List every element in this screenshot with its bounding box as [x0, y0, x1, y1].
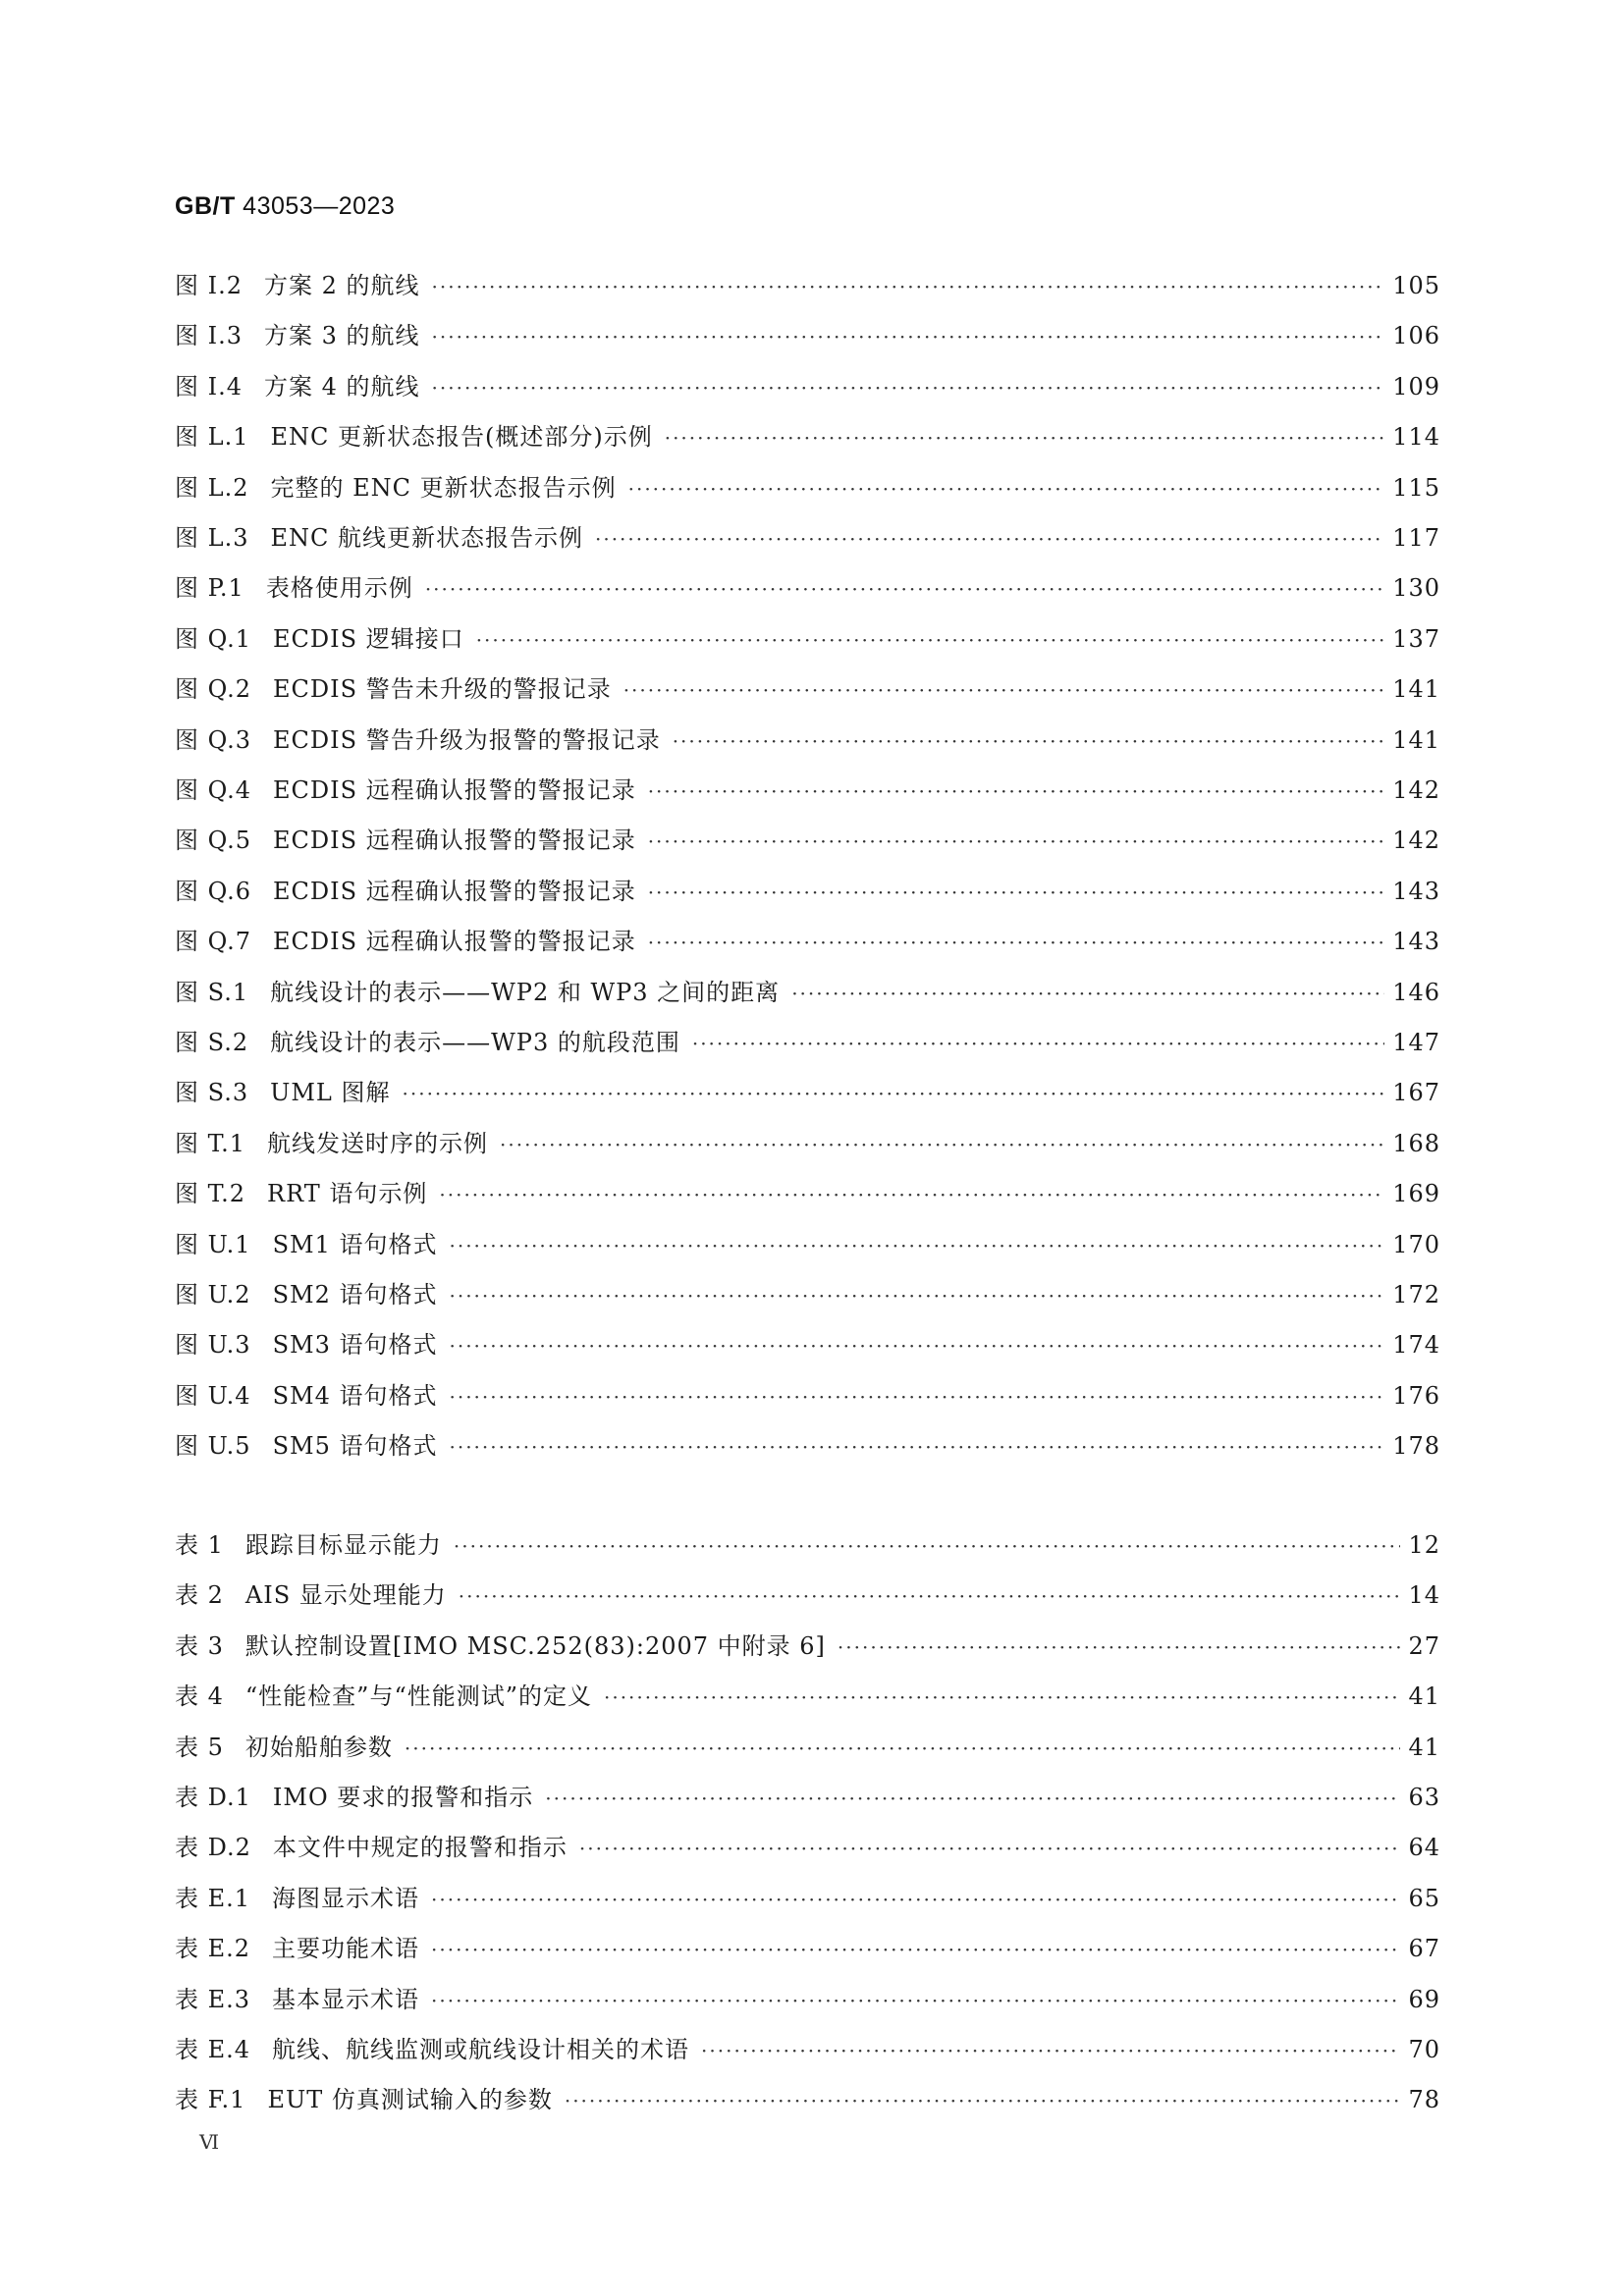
entry-title: 本文件中规定的报警和指示: [272, 1834, 568, 1862]
figure-entry[interactable]: [175, 1127, 1440, 1160]
entry-page-number: 130: [1392, 574, 1440, 603]
entry-label: 表 1: [175, 1531, 224, 1559]
entry-page-number: 146: [1392, 978, 1440, 1006]
entry-label: 图 Q.6: [175, 877, 252, 905]
entry-title: 基本显示术语: [272, 1985, 420, 2013]
table-entry[interactable]: [175, 1528, 1440, 1562]
entry-title: SM3 语句格式: [272, 1331, 438, 1360]
entry-label: 表 2: [175, 1581, 224, 1610]
entry-title: ECDIS 逻辑接口: [273, 624, 464, 653]
entry-page-number: 64: [1408, 1834, 1440, 1862]
dot-leader: [431, 1883, 1400, 1916]
entry-label: 表 4: [175, 1682, 224, 1711]
dot-leader: [791, 977, 1384, 1010]
dot-leader: [692, 1027, 1384, 1060]
entry-title: AIS 显示处理能力: [244, 1581, 447, 1610]
entry-page-number: 143: [1392, 877, 1440, 905]
dot-leader: [665, 421, 1384, 454]
entry-title: ECDIS 警告未升级的警报记录: [273, 675, 612, 704]
dot-leader: [500, 1128, 1384, 1161]
dot-leader: [431, 1984, 1400, 2017]
entry-label: 图 Q.1: [175, 624, 252, 653]
dot-leader: [628, 472, 1385, 506]
entry-page-number: 14: [1408, 1581, 1440, 1610]
figure-entry[interactable]: [175, 571, 1440, 605]
dot-leader: [545, 1782, 1400, 1815]
entry-page-number: 137: [1392, 624, 1440, 653]
figure-entry[interactable]: [175, 1429, 1440, 1463]
entry-page-number: 172: [1392, 1281, 1440, 1308]
entry-label: 表 D.2: [175, 1834, 251, 1862]
table-entry[interactable]: [175, 1781, 1440, 1814]
entry-page-number: 168: [1392, 1129, 1440, 1157]
table-entry[interactable]: [175, 1731, 1440, 1764]
entry-page-number: 63: [1408, 1784, 1440, 1811]
dot-leader: [454, 1529, 1401, 1563]
entry-title: 表格使用示例: [265, 574, 413, 603]
figure-entry[interactable]: [175, 976, 1440, 1009]
entry-label: 图 I.3: [175, 322, 244, 350]
figure-entry[interactable]: [175, 319, 1440, 352]
dot-leader: [403, 1077, 1385, 1110]
figure-entry[interactable]: [175, 269, 1440, 302]
entry-label: 图 Q.5: [175, 827, 252, 855]
entry-title: 航线设计的表示——WP2 和 WP3 之间的距离: [270, 978, 781, 1006]
entry-page-number: 27: [1408, 1631, 1440, 1660]
dot-leader: [449, 1229, 1384, 1262]
entry-title: 跟踪目标显示能力: [244, 1531, 442, 1559]
entry-page-number: 117: [1392, 524, 1440, 552]
figure-entry[interactable]: [175, 1278, 1440, 1311]
entry-page-number: 41: [1408, 1733, 1440, 1761]
entry-page-number: 109: [1392, 372, 1440, 400]
figure-entry[interactable]: [175, 370, 1440, 403]
table-entry[interactable]: [175, 1882, 1440, 1915]
dot-leader: [449, 1380, 1384, 1414]
entry-label: 图 I.2: [175, 272, 244, 299]
entry-title: 方案 2 的航线: [264, 272, 420, 299]
entry-title: 航线、航线监测或航线设计相关的术语: [272, 2036, 690, 2063]
entry-page-number: 106: [1392, 322, 1440, 350]
entry-label: 图 L.2: [175, 473, 249, 502]
entry-label: 图 I.4: [175, 372, 244, 400]
entry-page-number: 65: [1408, 1884, 1440, 1912]
entry-label: 图 T.2: [175, 1180, 246, 1208]
entry-page-number: 67: [1408, 1935, 1440, 1963]
entry-title: ECDIS 远程确认报警的警报记录: [273, 827, 636, 855]
dot-leader: [604, 1681, 1400, 1714]
entry-title: 航线发送时序的示例: [267, 1129, 489, 1157]
figure-entry[interactable]: [175, 1177, 1440, 1210]
table-entry[interactable]: [175, 1983, 1440, 2016]
figure-entry[interactable]: [175, 521, 1440, 555]
entry-label: 表 E.1: [175, 1884, 251, 1912]
entry-label: 表 5: [175, 1733, 224, 1761]
entry-page-number: 105: [1392, 272, 1440, 299]
entry-label: 图 S.2: [175, 1029, 249, 1056]
entry-title: RRT 语句示例: [267, 1180, 428, 1208]
figure-entry[interactable]: [175, 1076, 1440, 1109]
entry-page-number: 69: [1408, 1985, 1440, 2013]
dot-leader: [648, 825, 1384, 858]
table-entry[interactable]: [175, 1680, 1440, 1713]
entry-page-number: 141: [1392, 725, 1440, 754]
figure-entry[interactable]: [175, 723, 1440, 757]
entry-page-number: 167: [1392, 1079, 1440, 1107]
dot-leader: [432, 371, 1385, 404]
entry-page-number: 78: [1408, 2086, 1440, 2114]
entry-label: 图 Q.4: [175, 776, 252, 804]
entry-title: 海图显示术语: [272, 1884, 420, 1912]
figure-entry[interactable]: [175, 1328, 1440, 1362]
entry-label: 图 T.1: [175, 1129, 246, 1157]
entry-page-number: 114: [1392, 423, 1440, 452]
entry-label: 图 L.1: [175, 423, 249, 452]
dot-leader: [838, 1630, 1401, 1664]
dot-leader: [701, 2034, 1400, 2067]
dot-leader: [648, 876, 1384, 909]
figure-entry[interactable]: [175, 925, 1440, 958]
table-entry[interactable]: [175, 2083, 1440, 2116]
entry-label: 图 P.1: [175, 574, 244, 603]
dot-leader: [476, 623, 1384, 657]
dot-leader: [432, 270, 1385, 303]
entry-page-number: 170: [1392, 1230, 1440, 1258]
dot-leader: [595, 522, 1384, 556]
figure-entry[interactable]: [175, 824, 1440, 857]
entry-page-number: 41: [1408, 1682, 1440, 1711]
entry-label: 图 Q.2: [175, 675, 252, 704]
entry-title: IMO 要求的报警和指示: [272, 1784, 534, 1811]
table-entry[interactable]: [175, 1932, 1440, 1965]
figure-entry[interactable]: [175, 471, 1440, 505]
entry-page-number: 178: [1392, 1432, 1440, 1461]
entry-title: ECDIS 远程确认报警的警报记录: [273, 877, 636, 905]
entry-title: UML 图解: [270, 1079, 391, 1107]
entry-page-number: 142: [1392, 827, 1440, 855]
entry-page-number: 169: [1392, 1180, 1440, 1208]
entry-label: 图 U.3: [175, 1331, 251, 1360]
entry-page-number: 143: [1392, 928, 1440, 956]
entry-title: 默认控制设置[IMO MSC.252(83):2007 中附录 6]: [244, 1631, 826, 1660]
entry-title: 完整的 ENC 更新状态报告示例: [270, 473, 617, 502]
figure-entry[interactable]: [175, 875, 1440, 908]
entry-title: ENC 航线更新状态报告示例: [270, 524, 583, 552]
entry-title: 航线设计的表示——WP3 的航段范围: [270, 1029, 680, 1056]
table-entry[interactable]: [175, 1629, 1440, 1663]
figure-entry[interactable]: [175, 622, 1440, 656]
entry-page-number: 176: [1392, 1381, 1440, 1410]
dot-leader: [431, 1933, 1400, 1966]
entry-title: EUT 仿真测试输入的参数: [267, 2086, 553, 2114]
entry-title: 方案 4 的航线: [264, 372, 420, 400]
dot-leader: [565, 2084, 1401, 2117]
entry-title: 方案 3 的航线: [264, 322, 420, 350]
entry-label: 表 E.3: [175, 1985, 251, 2013]
entry-title: ECDIS 警告升级为报警的警报记录: [273, 725, 661, 754]
dot-leader: [449, 1430, 1384, 1464]
entry-label: 图 U.5: [175, 1432, 251, 1461]
dot-leader: [673, 724, 1384, 758]
entry-label: 图 S.1: [175, 978, 249, 1006]
entry-title: SM5 语句格式: [272, 1432, 438, 1461]
table-entry[interactable]: [175, 1578, 1440, 1612]
entry-page-number: 115: [1392, 473, 1440, 502]
entry-title: SM4 语句格式: [272, 1381, 438, 1410]
dot-leader: [449, 1279, 1384, 1312]
figure-entry[interactable]: [175, 1228, 1440, 1261]
dot-leader: [449, 1329, 1384, 1362]
entry-title: SM1 语句格式: [272, 1230, 438, 1258]
entry-title: ECDIS 远程确认报警的警报记录: [273, 928, 636, 956]
entry-label: 图 Q.3: [175, 725, 252, 754]
entry-label: 图 S.3: [175, 1079, 249, 1107]
entry-label: 图 Q.7: [175, 928, 252, 956]
entry-title: ENC 更新状态报告(概述部分)示例: [270, 423, 653, 452]
entry-page-number: 147: [1392, 1029, 1440, 1056]
entry-label: 图 U.2: [175, 1281, 251, 1308]
table-entry[interactable]: [175, 1831, 1440, 1864]
figure-entry[interactable]: [175, 420, 1440, 454]
entry-title: “性能检查”与“性能测试”的定义: [244, 1682, 592, 1711]
entry-title: 初始船舶参数: [244, 1733, 393, 1761]
figure-entry[interactable]: [175, 1379, 1440, 1413]
dot-leader: [623, 673, 1384, 707]
entry-label: 表 3: [175, 1631, 224, 1660]
entry-label: 图 U.4: [175, 1381, 251, 1410]
entry-label: 表 E.4: [175, 2036, 251, 2063]
entry-page-number: 174: [1392, 1331, 1440, 1360]
document-header: [175, 192, 395, 221]
figure-entry[interactable]: [175, 672, 1440, 706]
dot-leader: [432, 320, 1385, 353]
entry-title: ECDIS 远程确认报警的警报记录: [273, 776, 636, 804]
entry-page-number: 142: [1392, 776, 1440, 804]
standard-number: 43053—2023: [243, 192, 396, 220]
dot-leader: [425, 572, 1384, 606]
entry-page-number: 70: [1408, 2036, 1440, 2063]
dot-leader: [459, 1579, 1401, 1613]
entry-label: 表 E.2: [175, 1935, 251, 1963]
standard-code: GB/T: [175, 192, 236, 220]
entry-page-number: 141: [1392, 675, 1440, 704]
entry-label: 图 L.3: [175, 524, 249, 552]
entry-title: 主要功能术语: [272, 1935, 420, 1963]
dot-leader: [579, 1832, 1401, 1865]
entry-label: 表 D.1: [175, 1784, 251, 1811]
dot-leader: [439, 1178, 1384, 1211]
entry-page-number: 12: [1408, 1531, 1440, 1559]
dot-leader: [405, 1732, 1401, 1765]
table-entry[interactable]: [175, 2033, 1440, 2066]
entry-title: SM2 语句格式: [272, 1281, 438, 1308]
entry-label: 表 F.1: [175, 2086, 246, 2114]
figure-entry[interactable]: [175, 1026, 1440, 1059]
dot-leader: [648, 926, 1384, 959]
dot-leader: [648, 774, 1384, 808]
figure-entry[interactable]: [175, 774, 1440, 807]
page-number: Ⅵ: [199, 2130, 220, 2154]
entry-label: 图 U.1: [175, 1230, 251, 1258]
